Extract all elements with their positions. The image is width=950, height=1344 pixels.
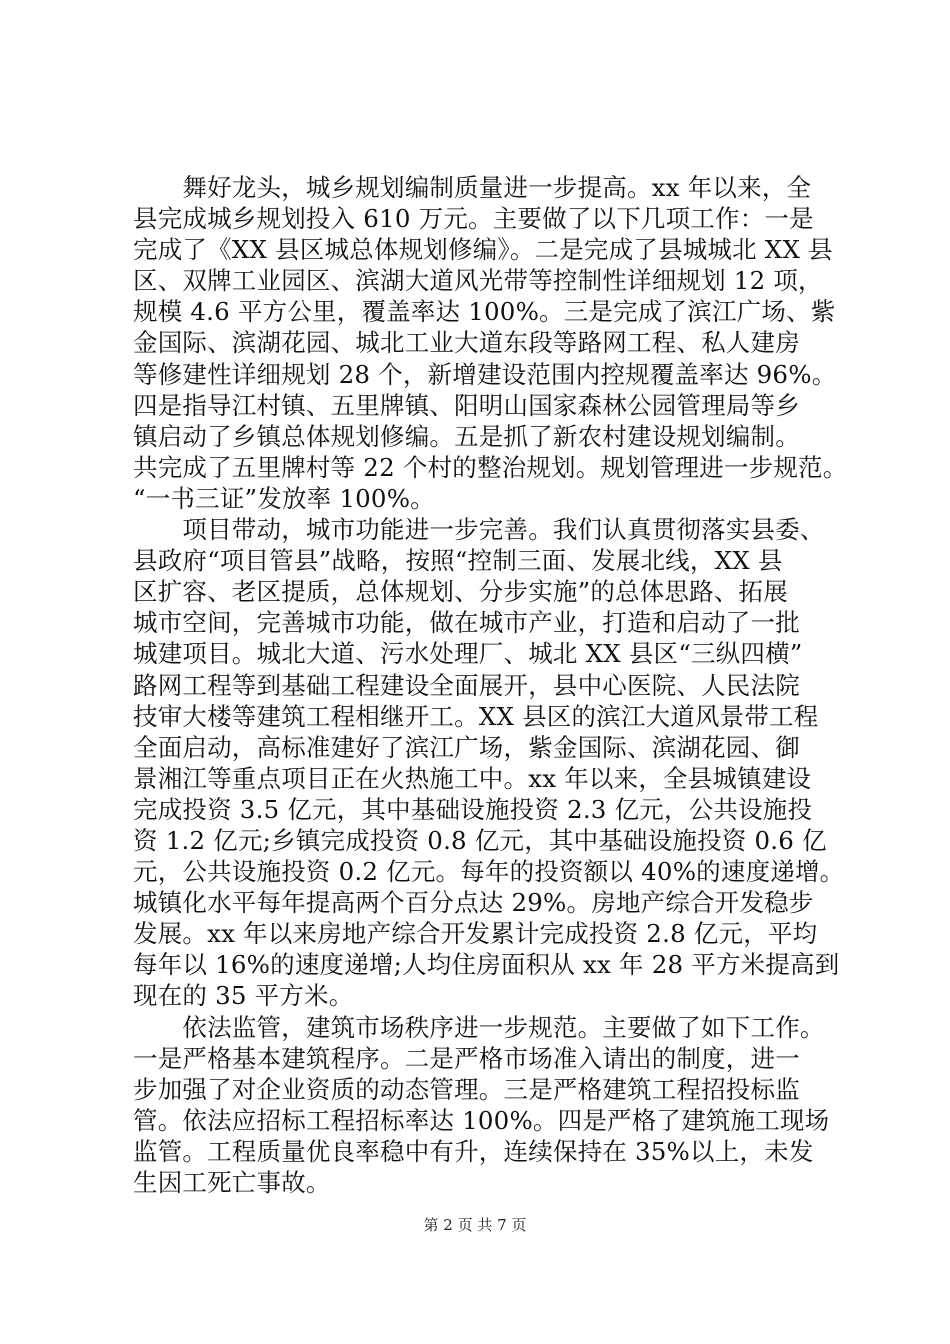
text-line: “一书三证”发放率 100%。 (133, 483, 435, 513)
page-number-footer: 第 2 页 共 7 页 (423, 1216, 527, 1234)
text-line: 镇启动了乡镇总体规划修编。五是抓了新农村建设规划编制。 (133, 421, 800, 451)
text-line: 依法监管，建筑市场秩序进一步规范。主要做了如下工作。 (133, 1012, 825, 1042)
text-line: 每年以 16%的速度递增;人均住房面积从 xx 年 28 平方米提高到 (133, 950, 840, 980)
text-line: 全面启动，高标准建好了滨江广场，紫金国际、滨湖花园、御 (133, 732, 800, 762)
text-line: 区、双牌工业园区、滨湖大道风光带等控制性详细规划 12 项， (133, 266, 823, 296)
text-line: 城市空间，完善城市功能，做在城市产业，打造和启动了一批 (133, 608, 800, 638)
text-line: 舞好龙头，城乡规划编制质量进一步提高。xx 年以来，全 (133, 173, 812, 202)
text-line: 元，公共设施投资 0.2 亿元。每年的投资额以 40%的速度递增。 (133, 857, 845, 887)
paragraph-projects (133, 514, 845, 1012)
text-line: 完成投资 3.5 亿元，其中基础设施投资 2.3 亿元，公共设施投 (133, 794, 813, 824)
text-line: 规模 4.6 平方公里，覆盖率达 100%。三是完成了滨江广场、紫 (133, 297, 836, 327)
text-line: 现在的 35 平方米。 (133, 981, 354, 1011)
text-line: 县政府“项目管县”战略，按照“控制三面、发展北线，XX 县 (133, 546, 783, 576)
text-line: 城建项目。城北大道、污水处理厂、城北 XX 县区“三纵四横” (133, 639, 803, 669)
text-line: 资 1.2 亿元;乡镇完成投资 0.8 亿元，其中基础设施投资 0.6 亿 (133, 825, 827, 855)
text-line: 城镇化水平每年提高两个百分点达 29%。房地产综合开发稳步 (133, 888, 814, 918)
text-line: 一是严格基本建筑程序。二是严格市场准入请出的制度，进一 (133, 1043, 800, 1073)
text-line: 共完成了五里牌村等 22 个村的整治规划。规划管理进一步规范。 (133, 452, 848, 482)
text-line: 技审大楼等建筑工程相继开工。XX 县区的滨江大道风景带工程 (133, 701, 819, 731)
text-line: 等修建性详细规划 28 个，新增建设范围内控规覆盖率达 96%。 (133, 359, 837, 389)
text-line: 路网工程等到基础工程建设全面展开，县中心医院、人民法院 (133, 670, 800, 700)
text-line: 管。依法应招标工程招标率达 100%。四是严格了建筑施工现场 (133, 1105, 830, 1135)
text-line: 完成了《XX 县区城总体规划修编》。二是完成了县城城北 XX 县 (133, 235, 833, 265)
paragraph-planning (133, 172, 848, 514)
text-line: 步加强了对企业资质的动态管理。三是严格建筑工程招投标监 (133, 1074, 800, 1104)
text-line: 发展。xx 年以来房地产综合开发累计完成投资 2.8 亿元，平均 (133, 919, 818, 949)
text-line: 区扩容、老区提质，总体规划、分步实施”的总体思路、拓展 (133, 577, 788, 607)
text-line: 景湘江等重点项目正在火热施工中。xx 年以来，全县城镇建设 (133, 763, 812, 793)
text-line: 县完成城乡规划投入 610 万元。主要做了以下几项工作：一是 (133, 204, 814, 234)
text-line: 监管。工程质量优良率稳中有升，连续保持在 35%以上，未发 (133, 1136, 814, 1166)
paragraph-supervision (133, 1012, 830, 1199)
document-body (133, 172, 848, 1198)
text-line: 生因工死亡事故。 (133, 1168, 331, 1197)
text-line: 金国际、滨湖花园、城北工业大道东段等路网工程、私人建房 (133, 328, 800, 358)
text-line: 项目带动，城市功能进一步完善。我们认真贯彻落实县委、 (133, 515, 825, 545)
text-line: 四是指导江村镇、五里牌镇、阳明山国家森林公园管理局等乡 (133, 390, 800, 420)
